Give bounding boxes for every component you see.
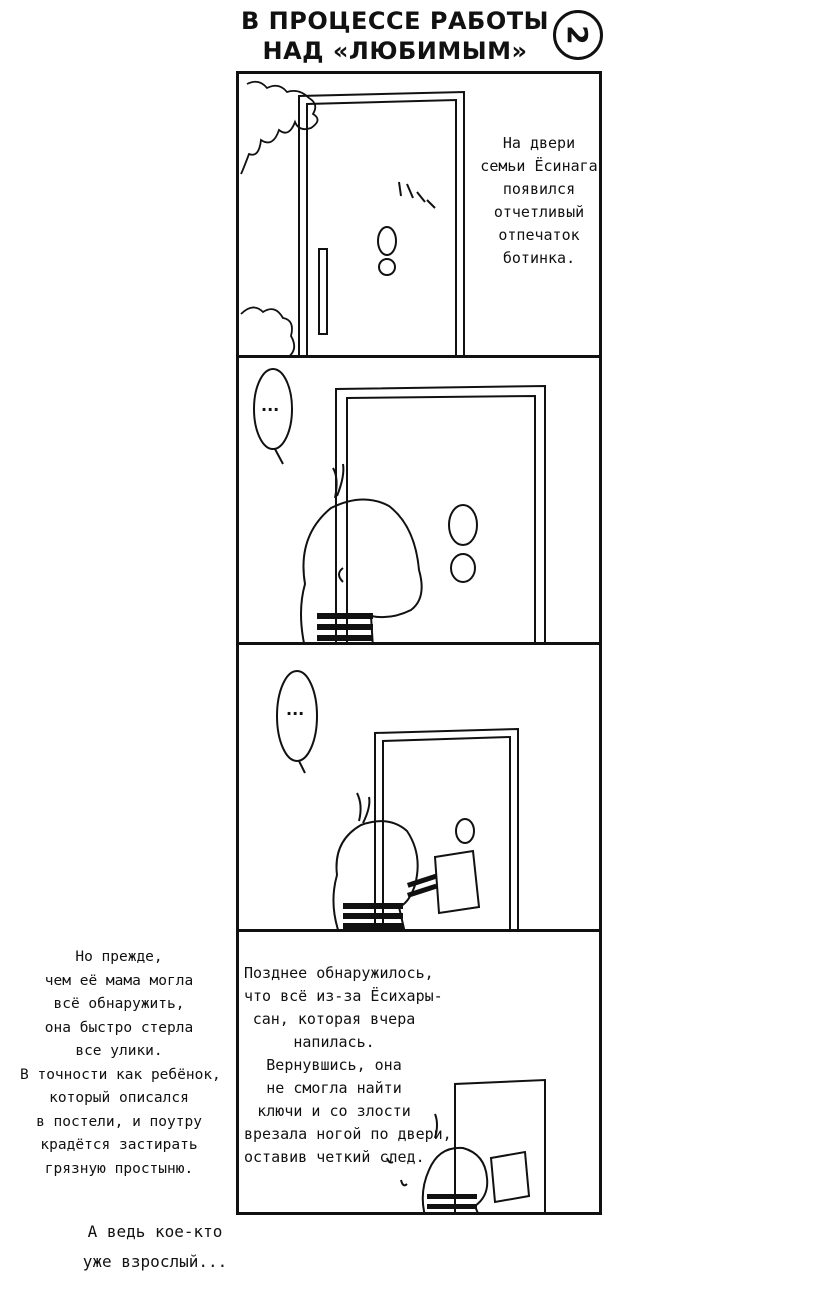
- comic-title: [240, 6, 550, 66]
- shoe-print-icon: [449, 505, 477, 545]
- shoe-print-icon: [456, 819, 474, 843]
- panel-3-bubble-text: ...: [286, 700, 305, 719]
- panel-2: [236, 355, 602, 645]
- panel-2-bubble-text: ...: [261, 396, 280, 415]
- title-line-1: В ПРОЦЕССЕ РАБОТЫ: [241, 7, 549, 35]
- panel-2-drawing: [239, 358, 602, 645]
- side-note: Но прежде, чем её мама могла всё обнаружить, она быстро стерла все улики. В точности как ребёнок, который описался в постели, и поутру крадётся застирать грязную простыню.: [20, 949, 221, 1177]
- panel-3: [236, 642, 602, 932]
- closing-note: А ведь кое-кто уже взрослый...: [82, 1222, 228, 1271]
- chapter-number-badge: 2: [553, 10, 603, 60]
- title-line-2: НАД «ЛЮБИМЫМ»: [262, 37, 528, 65]
- cleaning-cloth: [435, 851, 479, 913]
- panel-3-drawing: [239, 645, 602, 932]
- panel-1-caption: На двери семьи Ёсинага появился отчетливый отпечаток ботинка.: [480, 134, 598, 267]
- panel-1: [236, 71, 602, 358]
- door-frame: [299, 92, 464, 358]
- panel-4: [236, 929, 602, 1215]
- door-frame: [336, 386, 545, 645]
- door-frame: [375, 729, 518, 932]
- door-mail-slot: [319, 249, 327, 334]
- comic-strip: [236, 71, 602, 1215]
- cleaning-cloth: [491, 1152, 529, 1202]
- child-head: [301, 499, 422, 645]
- panel-4-caption: Позднее обнаружилось, что всё из-за Ёсихары- сан, которая вчера напилась. Вернувшись, она не смогла найти ключи и со злости врезала ногой по двери, оставив четкий след.: [244, 964, 452, 1166]
- shoe-print-icon: [378, 227, 396, 255]
